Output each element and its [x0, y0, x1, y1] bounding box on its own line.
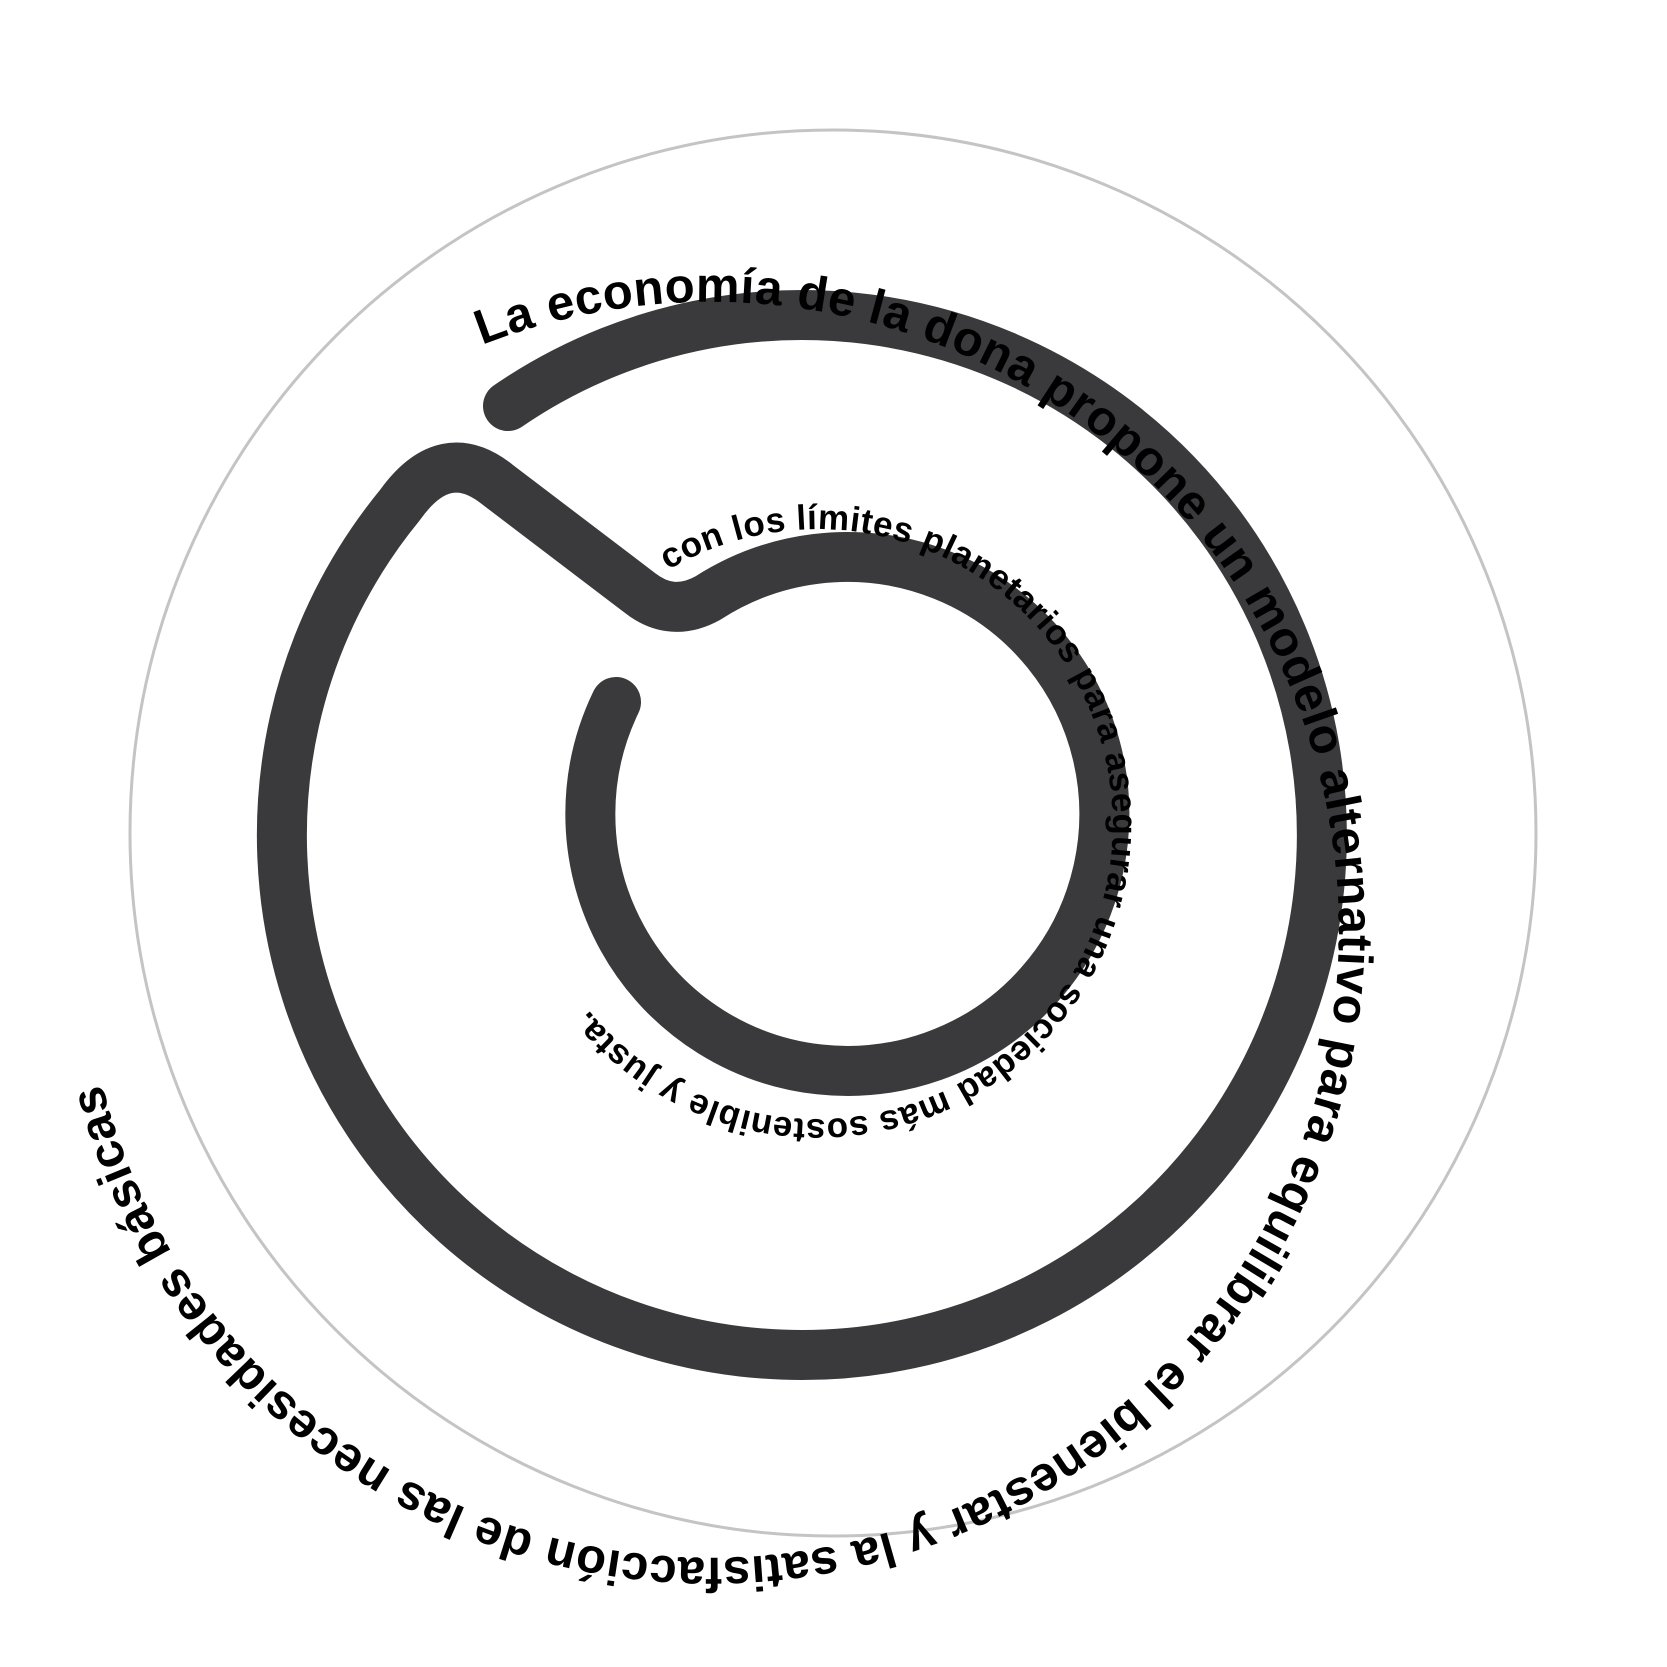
outer-curved-sentence — [60, 259, 1382, 1601]
inner-text-path: con los límites planetarios para asegurar una sociedad más sostenible y justa. — [564, 497, 1144, 1151]
outer-text-path: La economía de la dona propone un modelo alternativo para equilibrar el bienestar y la satisfacción de las necesidades básicas — [60, 258, 1382, 1601]
